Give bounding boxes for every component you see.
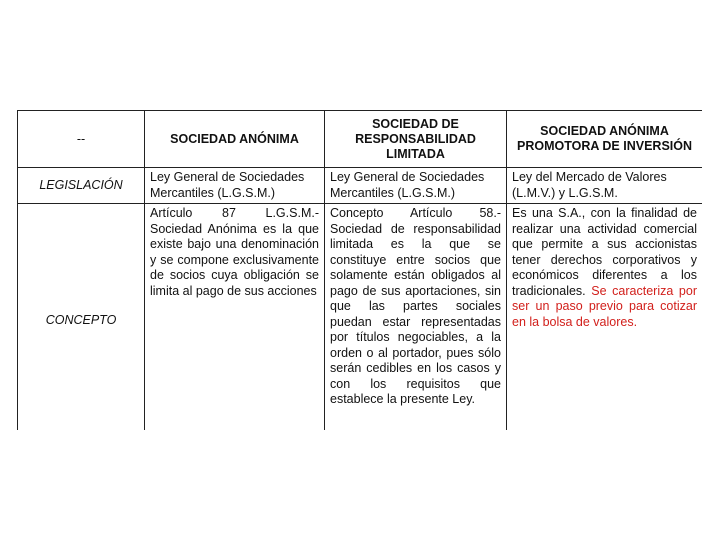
header-sociedad-responsabilidad-limitada: SOCIEDAD DE RESPONSABILIDAD LIMITADA [325, 111, 507, 168]
header-corner-cell: -- [18, 111, 145, 168]
legislacion-sa-cell: Ley General de Sociedades Mercantiles (L.G.S.M.) [145, 168, 325, 204]
concepto-sa-cell: Artículo 87 L.G.S.M.- Sociedad Anónima es la que existe bajo una denominación y se compone exclusivamente de socios cuya obligación se limita al pago de sus acciones [145, 204, 325, 431]
concepto-sapi-cell [507, 204, 703, 431]
legislacion-row [18, 168, 703, 204]
concepto-sapi-highlight: Se caracteriza por ser un paso previo para cotizar en la bolsa de valores. [512, 283, 697, 329]
concepto-row [18, 204, 703, 431]
header-sociedad-anonima: SOCIEDAD ANÓNIMA [145, 111, 325, 168]
concepto-sapi-text: Es una S.A., con la finalidad de realizar una actividad comercial que permite a sus accionistas tener derechos corporativos y económicos diferentes a los tradicionales. [512, 206, 697, 298]
legislacion-srl-cell: Ley General de Sociedades Mercantiles (L.G.S.M.) [325, 168, 507, 204]
concepto-srl-cell: Concepto Artículo 58.- Sociedad de responsabilidad limitada es la que se constituye entre socios que solamente están obligados al pago de sus aportaciones, sin que las partes sociales puedan estar representadas por títulos negociables, a la orden o al portador, pues sólo serán cedibles en los casos y con los requisitos que establece la presente Ley. [325, 204, 507, 431]
legislacion-sapi-cell: Ley del Mercado de Valores (L.M.V.) y L.G.S.M. [507, 168, 703, 204]
concepto-label: CONCEPTO [18, 204, 145, 431]
comparison-table-container [17, 110, 702, 430]
legislacion-label: LEGISLACIÓN [18, 168, 145, 204]
header-sociedad-anonima-promotora: SOCIEDAD ANÓNIMA PROMOTORA DE INVERSIÓN [507, 111, 703, 168]
comparison-table [17, 110, 702, 430]
header-row [18, 111, 703, 168]
